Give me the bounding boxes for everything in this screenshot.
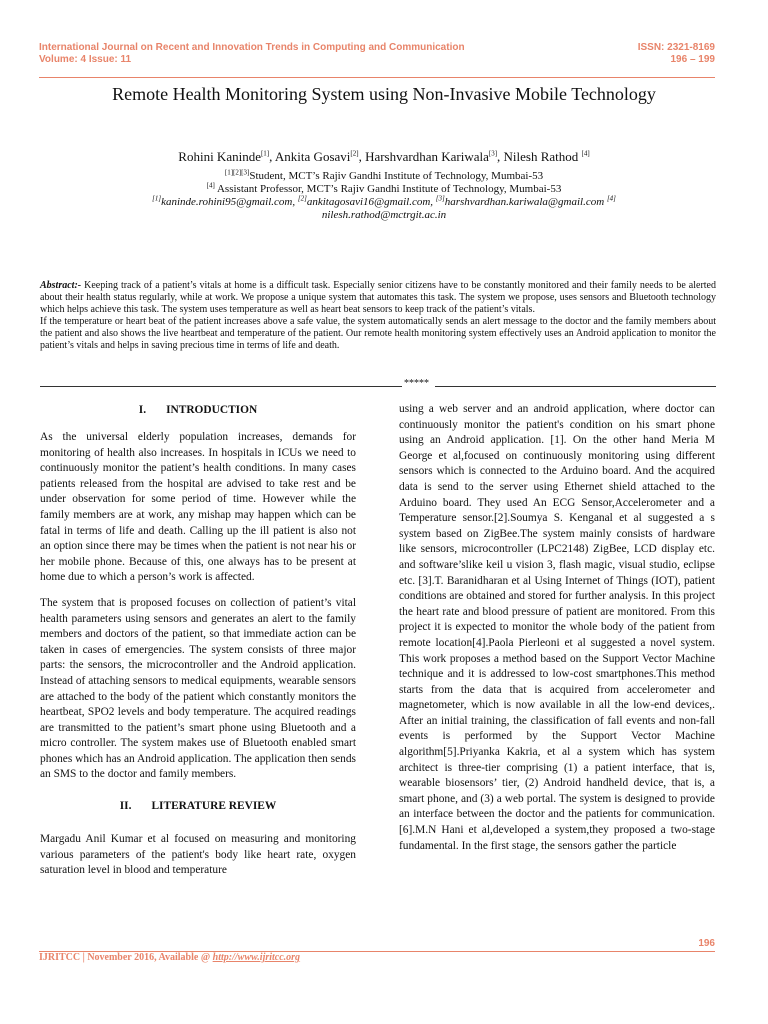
- separator-stars: *****: [404, 378, 429, 389]
- author-ref: [2]: [350, 149, 359, 158]
- section-number: I.: [138, 404, 147, 416]
- intro-paragraph: The system that is proposed focuses on collection of patient’s vital health parameters using sensors and generates an alert to the family members and doctors of the patient, so that immediate action can be taken in cases of emergencies. The system consists of three major parts: the sensors, the microcontroller and the Android application. Instead of attaching sensors to medical equipments, wearable sensors are attached to the body of the patient which constantly monitors the heartbeat, SPO2 levels and body temperature. The acquired readings are transmitted to the patient’s smart phone using Bluetooth and a micro controller. The system makes use of Bluetooth enabled smart phones which has an Android application. The application then sends an SMS to the doctor and family members.: [40, 596, 356, 781]
- affiliation-professor: [0, 183, 768, 196]
- email-ref: [1]: [152, 194, 162, 203]
- section-number: II.: [119, 800, 132, 813]
- author-ref: [1]: [260, 149, 270, 158]
- separator-line: [435, 386, 716, 387]
- footer-text: IJRITCC | November 2016, Available @: [39, 952, 213, 963]
- author-name: , Ankita Gosavi: [269, 149, 351, 164]
- affiliation-text: Student, MCT’s Rajiv Gandhi Institute of Technology, Mumbai-53: [249, 170, 544, 182]
- journal-volume: Volume: 4 Issue: 11: [39, 54, 132, 65]
- author-list: [0, 149, 768, 165]
- right-column: [399, 402, 715, 864]
- affiliation-text: Assistant Professor, MCT’s Rajiv Gandhi Institute of Technology, Mumbai-53: [214, 183, 562, 195]
- abstract-paragraph: If the temperature or heart beat of the patient increases above a safe value, the system automatically sends an alert message to the doctor and the family members about the patient and also shows the live heartbeat and temperature of the patient. Our remote health monitoring system effectively uses an Android application to monitor the patient’s vitals and helps in saving precious time in terms of life and death.: [40, 316, 716, 351]
- affiliations: [0, 170, 768, 222]
- email-ref: [3]: [435, 194, 445, 203]
- page-range: 196 – 199: [670, 54, 715, 65]
- affiliation-ref: [1][2][3]: [224, 168, 250, 177]
- affiliation-students: [0, 170, 768, 183]
- separator-line: [40, 386, 402, 387]
- issn: ISSN: 2321-8169: [637, 42, 715, 53]
- email: harshvardhan.kariwala@gmail.com: [444, 196, 607, 208]
- section-separator: [40, 378, 716, 392]
- section-heading-literature-review: [40, 799, 356, 814]
- author-email-last: nilesh.rathod@mctrgit.ac.in: [321, 209, 447, 221]
- author-emails: [0, 196, 768, 209]
- section-heading-introduction: [40, 403, 356, 418]
- author-ref: [4]: [581, 149, 590, 158]
- header-rule: [39, 77, 715, 78]
- intro-paragraph: As the universal elderly population increases, demands for monitoring of health also increases. In hospitals in ICUs we need to continuously monitor the patient’s health conditions. In many cases patients released from the hospital are advised to take rest and be under observation for some period of time. However while the family members are at work, any mishap may happen which can be fatal in terms of life and death. Calling up the ill patient is also not an option since there may be times when the patient is not near his or her mobile phone. Because of this, one always has to be present at home due to which a person’s work is affected.: [40, 431, 356, 584]
- email: kaninde.rohini95@gmail.com,: [161, 196, 298, 208]
- issn-header: [638, 42, 715, 66]
- email-ref: [2]: [297, 194, 307, 203]
- email: ankitagosavi16@gmail.com,: [306, 196, 436, 208]
- literature-paragraph-continued: using a web server and an android application, where doctor can continuously monitor the patient's condition on his smart phone using an Android application. [1]. On the other hand Meria M George et al,focused on continuously monitoring using different sensors which is connected to the Arduino board. And the acquired data is send to the server using Ethernet shield attached to the Arduino board. They used An ECG Sensor,Accelerometer and a Temperature sensor.[2].Soumya S. Kenganal et al suggested a s system based on ZigBee.The system mainly consists of hardware like sensors, microcontroller (LPC2148) ZigBee, LCD display etc. and software’slike keil u vision 3, flash magic, visual studio, eclipse etc. [3].T. Baranidharan et al Using Internet of Things (IOT), patient conditions are obtained and stored for further analysis. In this project the heart rate and blood pressure of patient are monitored. From this project it is expected to monitor the whole body of the patient from remote location[4].Paola Pierleoni et al suggested a novel system. This work proposes a method based on the Support Vector Machine technique and it is addressed to low-cost smartphones.This method starts from the data that is acquired from accelerometer and magnetometer, which is now available in all the low-end devices,. After an initial training, the classification of fall events and non-fall events is performed by the Support Vector Machine algorithm[5].Priyanka Kakria, et al a system which has system architect is three-tier comprising (1) a patient interface, that is, wearable biosensors’ tier, (2) Android handheld device, that is, a smart phone, and (3) a web portal. The system is designed to provide an interface between the doctor and the patients for communication.[6].M.N Hani et al,developed a system,they proposed a two-stage fundamental. In the first stage, the sensors gather the particle: [399, 403, 715, 852]
- abstract: [40, 280, 716, 352]
- abstract-label: Abstract:-: [40, 280, 82, 291]
- abstract-paragraph: [40, 280, 716, 316]
- footer: [39, 952, 300, 963]
- left-column: [40, 403, 356, 889]
- section-title: LITERATURE REVIEW: [151, 800, 277, 813]
- journal-name: International Journal on Recent and Innovation Trends in Computing and Communication: [39, 42, 465, 53]
- author-name: , Nilesh Rathod: [497, 149, 582, 164]
- abstract-text: Keeping track of a patient’s vitals at home is a difficult task. Especially senior citizens have to be constantly monitored and their family needs to be alerted about their health status regularly, while at work. We propose a unique system that automates this task. The system we propose, uses sensors and Bluetooth technology which helps achieve this task. The system uses temperature as well as heart beat sensors to keep track of the patient’s vitals.: [40, 280, 716, 315]
- section-title: INTRODUCTION: [166, 404, 258, 416]
- affiliation-ref: [4]: [206, 181, 215, 190]
- paper-title: Remote Health Monitoring System using Non-Invasive Mobile Technology: [112, 84, 656, 104]
- page-number: 196: [698, 938, 715, 949]
- journal-website-link[interactable]: http://www.ijritcc.org: [212, 952, 301, 963]
- email-ref: [4]: [606, 194, 616, 203]
- author-name: , Harshvardhan Kariwala: [358, 149, 489, 164]
- author-ref: [3]: [488, 149, 498, 158]
- literature-paragraph: Margadu Anil Kumar et al focused on measuring and monitoring various parameters of the patient's body like heart rate, oxygen saturation level in blood and temperature: [40, 833, 356, 877]
- author-name: Rohini Kaninde: [178, 149, 261, 164]
- journal-header: [39, 42, 465, 66]
